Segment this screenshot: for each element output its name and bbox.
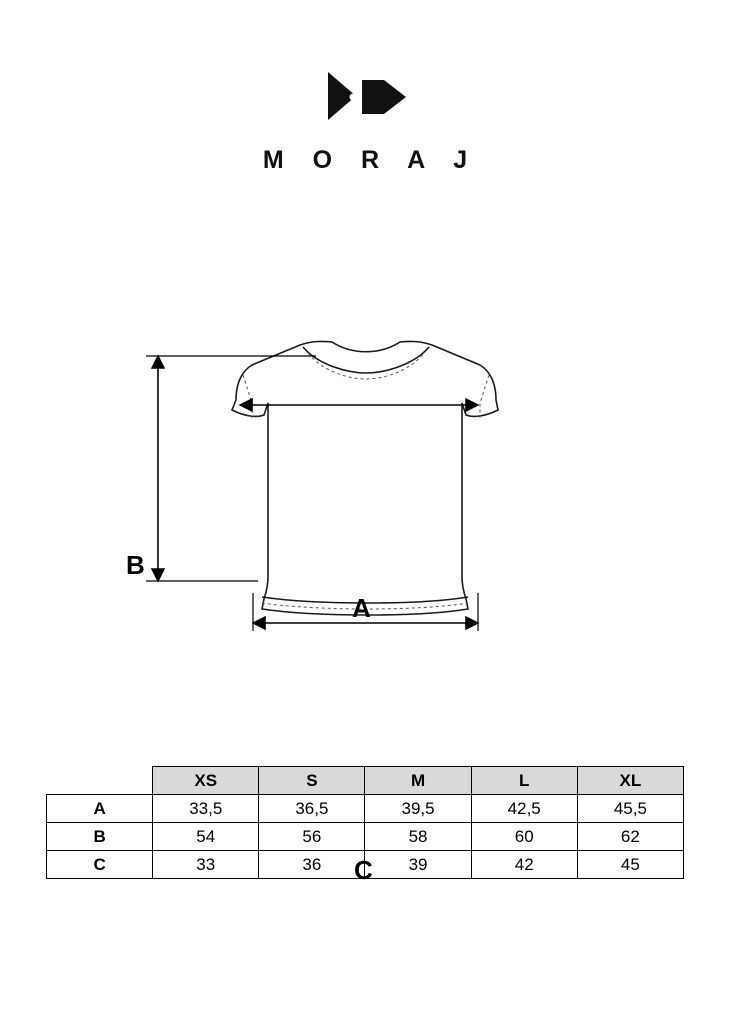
cell-c-s: 36 [259,851,365,879]
cell-c-xs: 33 [153,851,259,879]
cell-a-xl: 45,5 [577,795,683,823]
row-header-c: C [47,851,153,879]
row-header-a: A [47,795,153,823]
cell-b-xs: 54 [153,823,259,851]
table-corner-cell [47,767,153,795]
table-row [47,795,684,823]
cell-c-l: 42 [471,851,577,879]
row-header-b: B [47,823,153,851]
table-row [47,851,684,879]
cell-b-s: 56 [259,823,365,851]
cell-c-m: 39 [365,851,471,879]
cell-b-l: 60 [471,823,577,851]
dimension-label-a: A [352,593,371,623]
cell-b-m: 58 [365,823,471,851]
column-header-s: S [259,767,365,795]
cell-b-xl: 62 [577,823,683,851]
brand-header [0,70,730,175]
cell-a-xs: 33,5 [153,795,259,823]
size-chart-table [46,766,684,879]
cell-a-m: 39,5 [365,795,471,823]
cell-c-xl: 45 [577,851,683,879]
column-header-xl: XL [577,767,683,795]
cell-a-s: 36,5 [259,795,365,823]
dimension-label-b: B [126,550,145,580]
table-header-row [47,767,684,795]
column-header-xs: XS [153,767,259,795]
table-row [47,823,684,851]
column-header-l: L [471,767,577,795]
brand-name: M O R A J [262,146,479,174]
dimension-label-c: C [354,855,373,885]
moraj-chevron-logo-icon [322,70,408,124]
tshirt-technical-drawing-icon [0,225,730,695]
cell-a-l: 42,5 [471,795,577,823]
column-header-m: M [365,767,471,795]
